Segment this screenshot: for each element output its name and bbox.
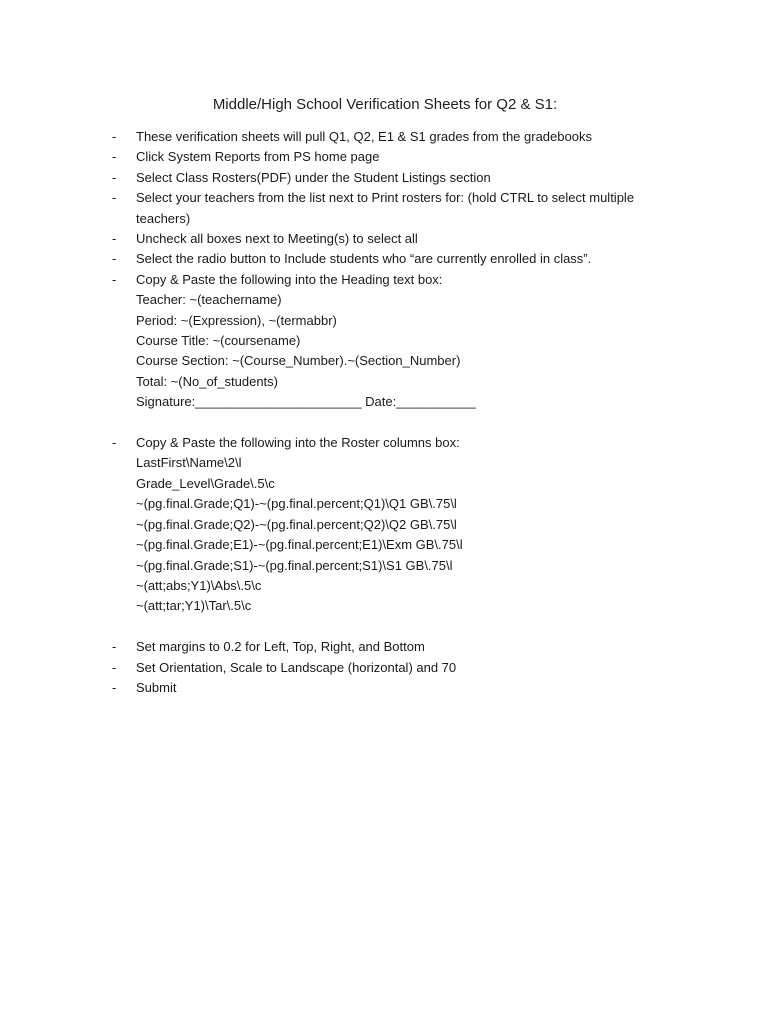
- list-bullet: -: [112, 271, 117, 287]
- list-bullet: -: [112, 149, 117, 165]
- list-item: [0, 229, 770, 249]
- list-item: [0, 637, 770, 657]
- page-title: Middle/High School Verification Sheets for Q2 & S1:: [212, 96, 558, 113]
- instruction-list: [0, 127, 770, 698]
- heading-line-course-title: Course Title: ~(coursename): [136, 333, 301, 349]
- roster-line: ~(pg.final.Grade;S1)-~(pg.final.percent;S1)\S1 GB\.75\l: [136, 557, 453, 573]
- roster-step-label: Copy & Paste the following into the Roster columns box:: [136, 435, 460, 451]
- list-bullet: -: [112, 169, 117, 185]
- step-text: Select Class Rosters(PDF) under the Student Listings section: [136, 169, 491, 185]
- heading-line-signature: Signature:_______________________ Date:___________: [136, 394, 476, 410]
- list-item: [0, 249, 770, 269]
- roster-line: ~(att;tar;Y1)\Tar\.5\c: [136, 598, 252, 614]
- heading-line-teacher: Teacher: ~(teachername): [136, 292, 282, 308]
- roster-line: ~(att;abs;Y1)\Abs\.5\c: [136, 577, 262, 593]
- list-bullet: -: [112, 679, 117, 695]
- step-text: Set Orientation, Scale to Landscape (horizontal) and 70: [136, 659, 457, 675]
- step-text: Set margins to 0.2 for Left, Top, Right, and Bottom: [136, 639, 425, 655]
- list-bullet: -: [112, 639, 117, 655]
- heading-line-course-section: Course Section: ~(Course_Number).~(Section_Number): [136, 353, 461, 369]
- list-bullet: -: [112, 659, 117, 675]
- step-text: Select your teachers from the list next to Print rosters for: (hold CTRL to select multiple teachers): [136, 190, 635, 226]
- roster-line: ~(pg.final.Grade;E1)-~(pg.final.percent;E1)\Exm GB\.75\l: [136, 537, 463, 553]
- list-bullet: -: [112, 435, 117, 451]
- list-item: [0, 658, 770, 678]
- heading-line-period: Period: ~(Expression), ~(termabbr): [136, 312, 337, 328]
- roster-step: [0, 433, 770, 617]
- list-item: [0, 168, 770, 188]
- heading-line-total: Total: ~(No_of_students): [136, 373, 278, 389]
- roster-line: ~(pg.final.Grade;Q1)-~(pg.final.percent;Q1)\Q1 GB\.75\l: [136, 496, 457, 512]
- heading-step-label: Copy & Paste the following into the Heading text box:: [136, 271, 443, 287]
- list-bullet: -: [112, 231, 117, 247]
- roster-line: Grade_Level\Grade\.5\c: [136, 475, 275, 491]
- list-bullet: -: [112, 190, 117, 206]
- list-item: [0, 188, 770, 229]
- step-text: Submit: [136, 679, 177, 695]
- step-text: Click System Reports from PS home page: [136, 149, 380, 165]
- heading-step: [0, 270, 770, 413]
- list-item: [0, 678, 770, 698]
- list-item: [0, 127, 770, 147]
- list-item: [0, 147, 770, 167]
- spacer: [0, 413, 770, 433]
- spacer: [0, 617, 770, 637]
- roster-line: ~(pg.final.Grade;Q2)-~(pg.final.percent;Q2)\Q2 GB\.75\l: [136, 516, 457, 532]
- list-bullet: -: [112, 251, 117, 267]
- step-text: These verification sheets will pull Q1, Q2, E1 & S1 grades from the gradebooks: [136, 129, 592, 144]
- step-text: Select the radio button to Include students who “are currently enrolled in class”.: [136, 251, 592, 267]
- list-bullet: -: [112, 129, 117, 144]
- step-text: Uncheck all boxes next to Meeting(s) to select all: [136, 231, 418, 247]
- roster-line: LastFirst\Name\2\l: [136, 455, 242, 471]
